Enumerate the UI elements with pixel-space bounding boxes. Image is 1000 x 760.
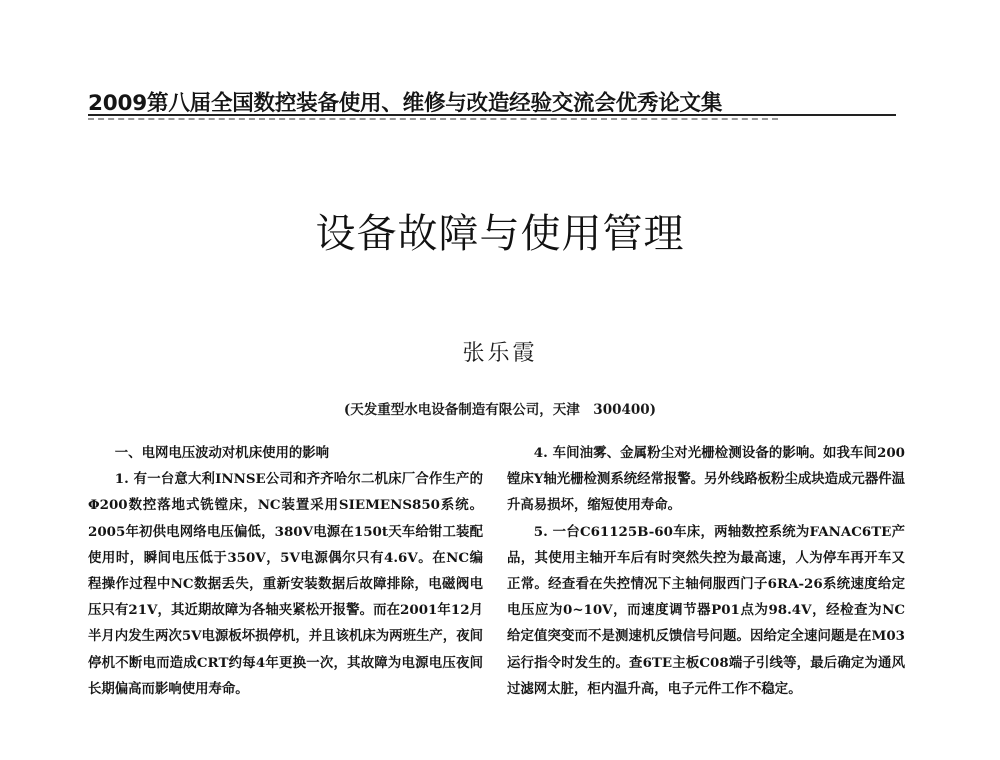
header-rule-shadow [88,118,778,120]
article-title: 设备故障与使用管理 [315,211,685,257]
body-paragraph: 1. 有一台意大利INNSE公司和齐齐哈尔二机床厂合作生产的Φ200数控落地式铣镗床，NC装置采用SIEMENS850系统。2005年初供电网络电压偏低，380V电源在150t天车给钳工装配使用时，瞬间电压低于350V，5V电源偶尔只有4.6V。在NC编程操作过程中NC数据丢失，重新安装数据后故障排除，电磁阀电压只有21V，其近期故障为各轴夹紧松开报警。而在2001年12月半月内发生两次5V电源板坏损停机，并且该机床为两班生产，夜间停机不断电而造成CRT约每4年更换一次，其故障为电源电压夜间长期偏高而影响使用寿命。 [88,471,483,697]
article-author: 张乐霞 [462,341,538,366]
right-column [507,440,905,702]
article-affiliation: (天发重型水电设备制造有限公司，天津 300400) [343,402,657,418]
body-paragraph: 4. 车间油雾、金属粉尘对光栅检测设备的影响。如我车间200镗床Y轴光栅检测系统经常报警。另外线路板粉尘成块造成元器件温升高易损坏，缩短使用寿命。 [507,445,905,514]
body-paragraph: 5. 一台C61125B-60车床，两轴数控系统为FANAC6TE产品，其使用主轴开车后有时突然失控为最高速，人为停车再开车又正常。经查看在失控情况下主轴伺服西门子6RA-26系统速度给定电压应为0~10V，而速度调节器P01点为98.4V，经检查为NC给定值突变而不是测速机反馈信号问题。因给定全速问题是在M03运行指令时发生的。查6TE主板C08端子引线等，最后确定为通风过滤网太脏，柜内温升高，电子元件工作不稳定。 [507,523,905,697]
series-header: 2009第八届全国数控装备使用、维修与改造经验交流会优秀论文集 [88,91,723,116]
section-heading: 一、电网电压波动对机床使用的影响 [114,445,330,461]
left-column [88,440,483,702]
header-rule [88,114,896,116]
